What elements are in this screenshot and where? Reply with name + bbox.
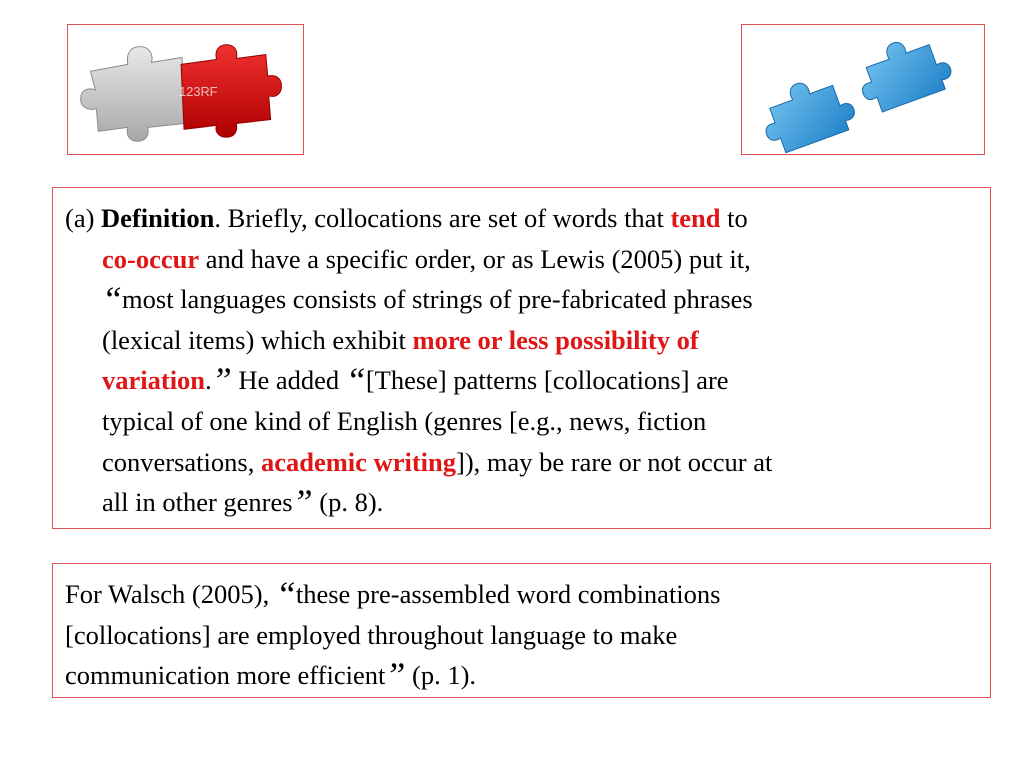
walsch-quote-box (52, 563, 991, 698)
definition-box (52, 187, 991, 529)
emphasis-academic-writing: academic writing (260, 446, 456, 477)
emphasis-tend: tend (670, 203, 721, 233)
open-quote: “ (102, 279, 123, 320)
close-quote: ” (385, 655, 406, 696)
puzzle-pieces-icon (68, 25, 303, 154)
open-quote: “ (275, 574, 296, 614)
emphasis-variation-line2: variation (102, 365, 206, 396)
emphasis-co-occur: co-occur (102, 243, 200, 274)
definition-paragraph: (a) Definition. Briefly, collocations are set of words that tend to co-occur and have a specific order, or as Lewis (2005) put it, “most languages consists of strings of pre-fabricated phrases (lexical items) which exhibit more or less possibility of variation.” He added “[These] patterns [collocations] are typical of one kind of English (genres [e.g., news, fiction conversations, academic writing]), may be rare or not occur at all in other genres” (p. 8). (65, 203, 773, 523)
blue-puzzle-pieces-icon (742, 25, 984, 154)
puzzle-image-blue (741, 24, 985, 155)
puzzle-image-red-grey (67, 24, 304, 155)
walsch-paragraph: For Walsch (2005), “these pre-assembled word combinations [collocations] are employed throughout language to make communication more efficient” (p. 1). (65, 574, 721, 696)
definition-term: Definition (101, 203, 215, 233)
close-quote: ” (211, 360, 232, 401)
watermark-text: 123RF (179, 83, 218, 99)
open-quote: “ (345, 360, 366, 401)
emphasis-variation-line1: more or less possibility of (412, 324, 699, 355)
close-quote: ” (292, 482, 313, 523)
